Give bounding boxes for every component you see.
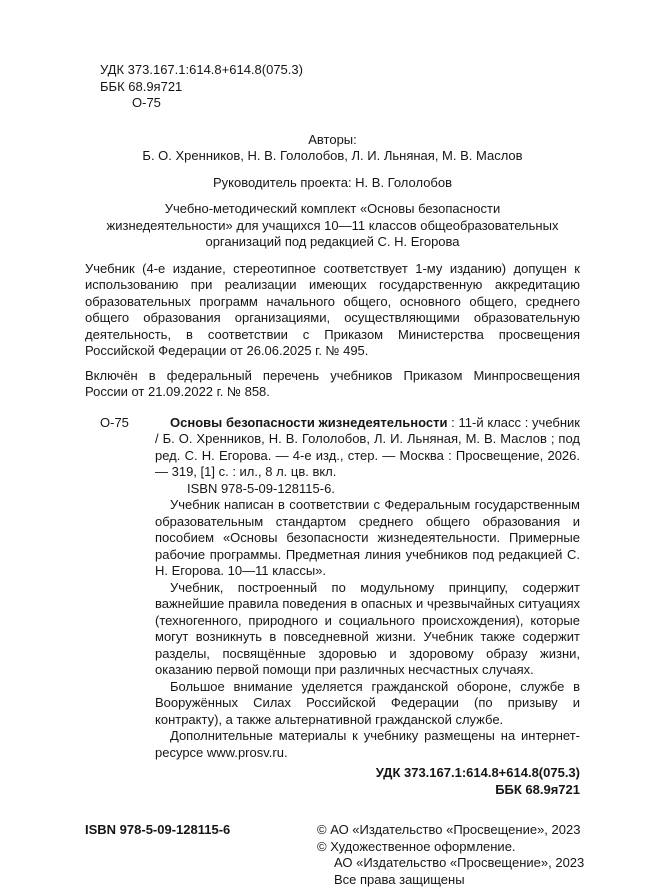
bibliographic-details: : 11-й класс : учебник / Б. О. Хренников, Н. В. Гололобов, Л. И. Льняная, М. В. Маслов ; под ред. С. Н. Егорова. — 4-е изд., стер. — Москва : Просвещение, 2026. — 319, [1] с. : ил., 8 л. цв. вкл. [155, 415, 580, 480]
annotation-paragraph: Учебник написан в соответствии с Федеральным государственным образовательным стандартом среднего общего образования и пособием «Основы безопасности жизнедеятельности. Примерные рабочие программы. Предметная линия учебников под редакцией С. Н. Егорова. 10—11 классы». [155, 497, 580, 580]
authors-names: Б. О. Хренников, Н. В. Гололобов, Л. И. Льняная, М. В. Маслов [85, 148, 580, 165]
catalog-entry-block [85, 415, 580, 799]
top-codes-block [100, 62, 580, 112]
isbn-number: ISBN 978-5-09-128115-6 [85, 822, 317, 888]
imprint-bottom-row [85, 822, 580, 888]
admission-paragraph: Учебник (4-е издание, стереотипное соответствует 1-му изданию) допущен к использованию при реализации имеющих государственную аккредитацию образовательных программ начального общего, основного общего, среднего общего образования организациями, осуществляющими образовательную деятельность, в соответствии с Приказом Министерства просвещения Российской Федерации от 26.06.2025 г. № 495. [85, 261, 580, 360]
catalog-text-block [155, 415, 580, 799]
umk-description: Учебно-методический комплект «Основы безопасности жизнедеятельности» для учащихся 10—11 классов общеобразовательных организаций под редакцией С. Н. Егорова [107, 201, 559, 251]
book-title: Основы безопасности жизнедеятельности [170, 415, 447, 430]
bibliographic-entry [155, 415, 580, 481]
bbk-code-bottom: ББК 68.9я721 [155, 782, 580, 799]
udk-code: УДК 373.167.1:614.8+614.8(075.3) [100, 62, 580, 79]
copyright-line: © АО «Издательство «Просвещение», 2023 [317, 822, 584, 839]
catalog-isbn-line: ISBN 978-5-09-128115-6. [155, 481, 580, 498]
authors-heading: Авторы: [85, 132, 580, 149]
inclusion-paragraph: Включён в федеральный перечень учебников Приказом Минпросвещения России от 21.09.2022 г. № 858. [85, 368, 580, 401]
annotation-paragraph: Учебник, построенный по модульному принципу, содержит важнейшие правила поведения в опасных и чрезвычайных ситуациях (техногенного, природного и социального происхождения), которые могут возникнуть в повседневной жизни. Учебник также содержит разделы, посвящённые здоровью и здоровому образу жизни, оказанию первой помощи при различных несчастных случаях. [155, 580, 580, 679]
copyright-line: © Художественное оформление. [317, 839, 584, 856]
udk-code-bottom: УДК 373.167.1:614.8+614.8(075.3) [155, 765, 580, 782]
copyright-line: АО «Издательство «Просвещение», 2023 [317, 855, 584, 872]
project-lead-line: Руководитель проекта: Н. В. Гололобов [85, 175, 580, 192]
annotation-paragraph: Большое внимание уделяется гражданской обороне, службе в Вооружённых Силах Российской Федерации (по призыву и контракту), а также альтернативной гражданской службе. [155, 679, 580, 729]
copyright-block [317, 822, 584, 888]
catalog-author-sign: О-75 [100, 415, 129, 432]
bbk-code: ББК 68.9я721 [100, 79, 580, 96]
bottom-codes-block [155, 765, 580, 798]
annotation-paragraph: Дополнительные материалы к учебнику размещены на интернет-ресурсе www.prosv.ru. [155, 728, 580, 761]
copyright-line: Все права защищены [317, 872, 584, 888]
author-sign-code: О-75 [132, 95, 580, 112]
